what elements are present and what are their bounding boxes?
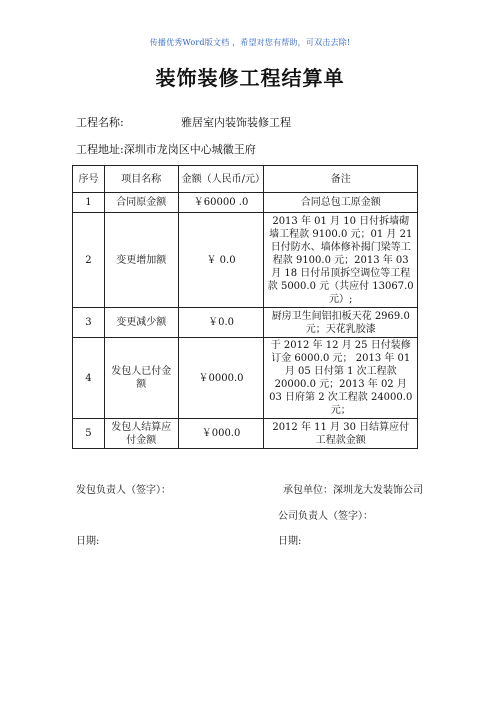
cell-no: 5 bbox=[73, 419, 105, 449]
table-row bbox=[73, 338, 418, 419]
document-banner: 传播优秀Word版文档 ，希望对您有帮助，可双击去除! bbox=[149, 38, 351, 47]
company-signature-label: 公司负责人（签字）： bbox=[278, 511, 373, 522]
project-address-value: 深圳市龙岗区中心城徽王府 bbox=[123, 143, 256, 156]
cell-no: 2 bbox=[73, 213, 105, 308]
employer-date-label: 日期: bbox=[76, 536, 100, 547]
cell-amount: ￥0000.0 bbox=[178, 338, 264, 419]
project-address-label: 工程地址: bbox=[76, 143, 124, 156]
cell-note: 于 2012 年 12 月 25 日付装修订金 6000.0 元； 2013 年 01 月 05 日付第 1 次工程款 20000.0 元；2013 年 02 月 03 日府第 2 次工程款 24000.0 元； bbox=[264, 338, 418, 419]
settlement-table bbox=[72, 165, 418, 449]
cell-amount: ￥000.0 bbox=[178, 419, 264, 449]
cell-item: 发包人结算应付金额 bbox=[104, 419, 178, 449]
project-name-row bbox=[76, 114, 291, 130]
cell-note: 厨房卫生间铝扣板天花 2969.0 元；天花乳胶漆 bbox=[264, 308, 418, 338]
project-name-label: 工程名称: bbox=[76, 116, 124, 129]
document-title: 装饰装修工程结算单 bbox=[155, 66, 345, 90]
cell-item: 发包人已付金额 bbox=[104, 338, 178, 419]
contractor-unit-label: 承包单位：深圳龙大发装饰公司 bbox=[283, 485, 423, 496]
cell-no: 3 bbox=[73, 308, 105, 338]
project-address-row bbox=[76, 141, 256, 157]
cell-no: 4 bbox=[73, 338, 105, 419]
table-row bbox=[73, 213, 418, 308]
cell-note: 2012 年 11 月 30 日结算应付工程款金额 bbox=[264, 419, 418, 449]
cell-amount: ￥ 0.0 bbox=[178, 213, 264, 308]
table-row bbox=[73, 419, 418, 449]
table-header-row bbox=[73, 166, 418, 193]
cell-amount: ￥60000 .0 bbox=[178, 193, 264, 213]
header-amount: 金额（人民币/元） bbox=[178, 166, 264, 193]
cell-amount: ￥0.0 bbox=[178, 308, 264, 338]
table-row bbox=[73, 193, 418, 213]
header-no: 序号 bbox=[73, 166, 105, 193]
header-note: 备注 bbox=[264, 166, 418, 193]
cell-no: 1 bbox=[73, 193, 105, 213]
table-row bbox=[73, 308, 418, 338]
cell-item: 合同原金额 bbox=[104, 193, 178, 213]
cell-item: 变更减少额 bbox=[104, 308, 178, 338]
cell-note: 2013 年 01 月 10 日付拆墙砌墙工程款 9100.0 元；01 月 21 日付防水、墙体修补揭门梁等工程款 9100.0 元；2013 年 03 月 18 日付吊顶拆空调位等工程款 5000.0 元（共应付 13067.0 元）; bbox=[264, 213, 418, 308]
cell-note: 合同总包工原金额 bbox=[264, 193, 418, 213]
cell-item: 变更增加额 bbox=[104, 213, 178, 308]
employer-signature-label: 发包负责人（签字）： bbox=[76, 485, 171, 496]
company-date-label: 日期: bbox=[278, 536, 302, 547]
header-item: 项目名称 bbox=[104, 166, 178, 193]
project-name-value: 雅居室内装饰装修工程 bbox=[181, 116, 291, 129]
